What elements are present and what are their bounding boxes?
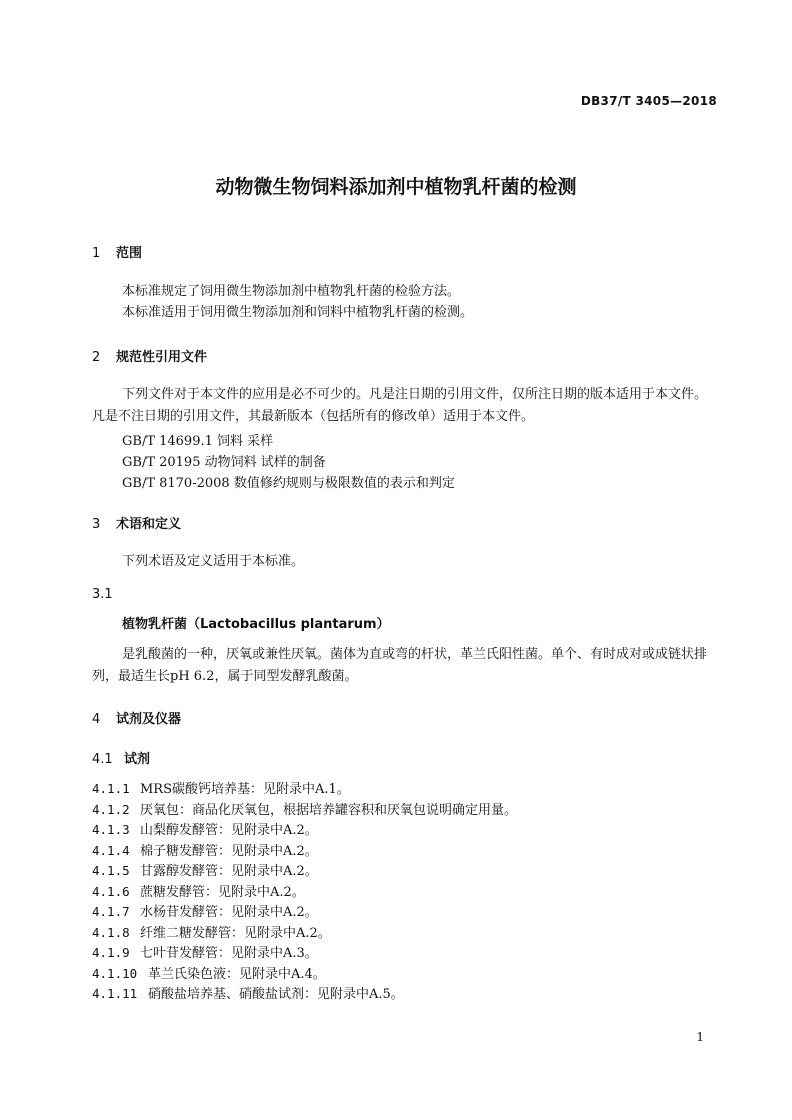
section-title: 范围 xyxy=(116,246,143,261)
list-item xyxy=(92,778,350,797)
subsection-number: 3.1 xyxy=(92,587,113,602)
list-item xyxy=(92,881,305,900)
section-1-heading xyxy=(92,242,142,261)
term-heading: 植物乳杆菌（Lactobacillus plantarum） xyxy=(122,617,390,632)
item-text: 厌氧包：商品化厌氧包，根据培养罐容积和厌氧包说明确定用量。 xyxy=(140,802,518,818)
list-item xyxy=(92,819,318,838)
item-text: 革兰氏染色液：见附录中A.4。 xyxy=(148,966,326,982)
item-text: 水杨苷发酵管：见附录中A.2。 xyxy=(140,905,318,920)
list-item xyxy=(92,901,318,920)
item-text: 山梨醇发酵管：见附录中A.2。 xyxy=(140,823,318,838)
item-number: 4.1.7 xyxy=(92,904,130,919)
item-text: 棉子糖发酵管：见附录中A.2。 xyxy=(140,843,318,859)
item-number: 4.1.1 xyxy=(92,781,130,796)
paragraph xyxy=(92,644,716,688)
page-number: 1 xyxy=(696,1030,704,1044)
item-number: 4.1.8 xyxy=(92,924,130,940)
item-number: 4.1.4 xyxy=(92,842,130,858)
item-text: 硝酸盐培养基、硝酸盐试剂：见附录中A.5。 xyxy=(148,987,404,1002)
list-item xyxy=(92,840,318,859)
item-number: 4.1.2 xyxy=(92,801,130,817)
subsection-4-1-heading xyxy=(92,748,150,767)
paragraph xyxy=(92,384,716,428)
item-number: 4.1.10 xyxy=(92,965,138,981)
list-item xyxy=(92,922,331,941)
list-item xyxy=(92,799,517,818)
section-title: 试剂 xyxy=(124,752,151,767)
section-number: 4 xyxy=(92,712,101,727)
item-text: 七叶苷发酵管：见附录中A.3。 xyxy=(140,946,318,961)
item-number: 4.1.9 xyxy=(92,945,130,960)
section-title: 试剂及仪器 xyxy=(116,712,182,727)
item-number: 4.1.3 xyxy=(92,822,130,837)
paragraph: 下列术语及定义适用于本标准。 xyxy=(122,554,305,569)
standard-code: DB37/T 3405—2018 xyxy=(580,94,717,108)
section-2-heading xyxy=(92,346,207,365)
reference-item: GB/T 14699.1 饲料 采样 xyxy=(122,434,274,449)
section-3-heading xyxy=(92,513,181,532)
item-number: 4.1.6 xyxy=(92,883,130,899)
section-number: 3 xyxy=(92,517,101,532)
paragraph-text: 下列文件对于本文件的应用是必不可少的。凡是注日期的引用文件，仅所注日期的版本适用于本文件。凡是不注日期的引用文件，其最新版本（包括所有的修改单）适用于本文件。 xyxy=(92,387,708,424)
item-text: 甘露醇发酵管：见附录中A.2。 xyxy=(140,864,318,879)
section-number: 2 xyxy=(92,350,101,365)
list-item xyxy=(92,963,326,982)
section-title: 术语和定义 xyxy=(116,517,182,532)
reference-item: GB/T 8170-2008 数值修约规则与极限数值的表示和判定 xyxy=(122,476,455,491)
item-number: 4.1.11 xyxy=(92,986,138,1001)
paragraph: 本标准适用于饲用微生物添加剂和饲料中植物乳杆菌的检测。 xyxy=(122,305,474,320)
list-item xyxy=(92,860,318,879)
item-text: 纤维二糖发酵管：见附录中A.2。 xyxy=(140,925,331,941)
paragraph-text: 是乳酸菌的一种，厌氧或兼性厌氧。菌体为直或弯的杆状，革兰氏阳性菌。单个、有时成对或成链状排列，最适生长pH 6.2，属于同型发酵乳酸菌。 xyxy=(92,647,708,684)
section-number: 1 xyxy=(92,246,101,261)
section-number: 4.1 xyxy=(92,752,113,767)
reference-item: GB/T 20195 动物饲料 试样的制备 xyxy=(122,455,326,470)
section-4-heading xyxy=(92,708,181,727)
section-title: 规范性引用文件 xyxy=(116,350,208,365)
item-text: MRS碳酸钙培养基：见附录中A.1。 xyxy=(140,782,350,797)
item-text: 蔗糖发酵管：见附录中A.2。 xyxy=(140,884,305,900)
list-item xyxy=(92,983,404,1002)
item-number: 4.1.5 xyxy=(92,863,130,878)
page-title: 动物微生物饲料添加剂中植物乳杆菌的检测 xyxy=(215,176,577,198)
list-item xyxy=(92,942,318,961)
paragraph: 本标准规定了饲用微生物添加剂中植物乳杆菌的检验方法。 xyxy=(122,284,461,299)
